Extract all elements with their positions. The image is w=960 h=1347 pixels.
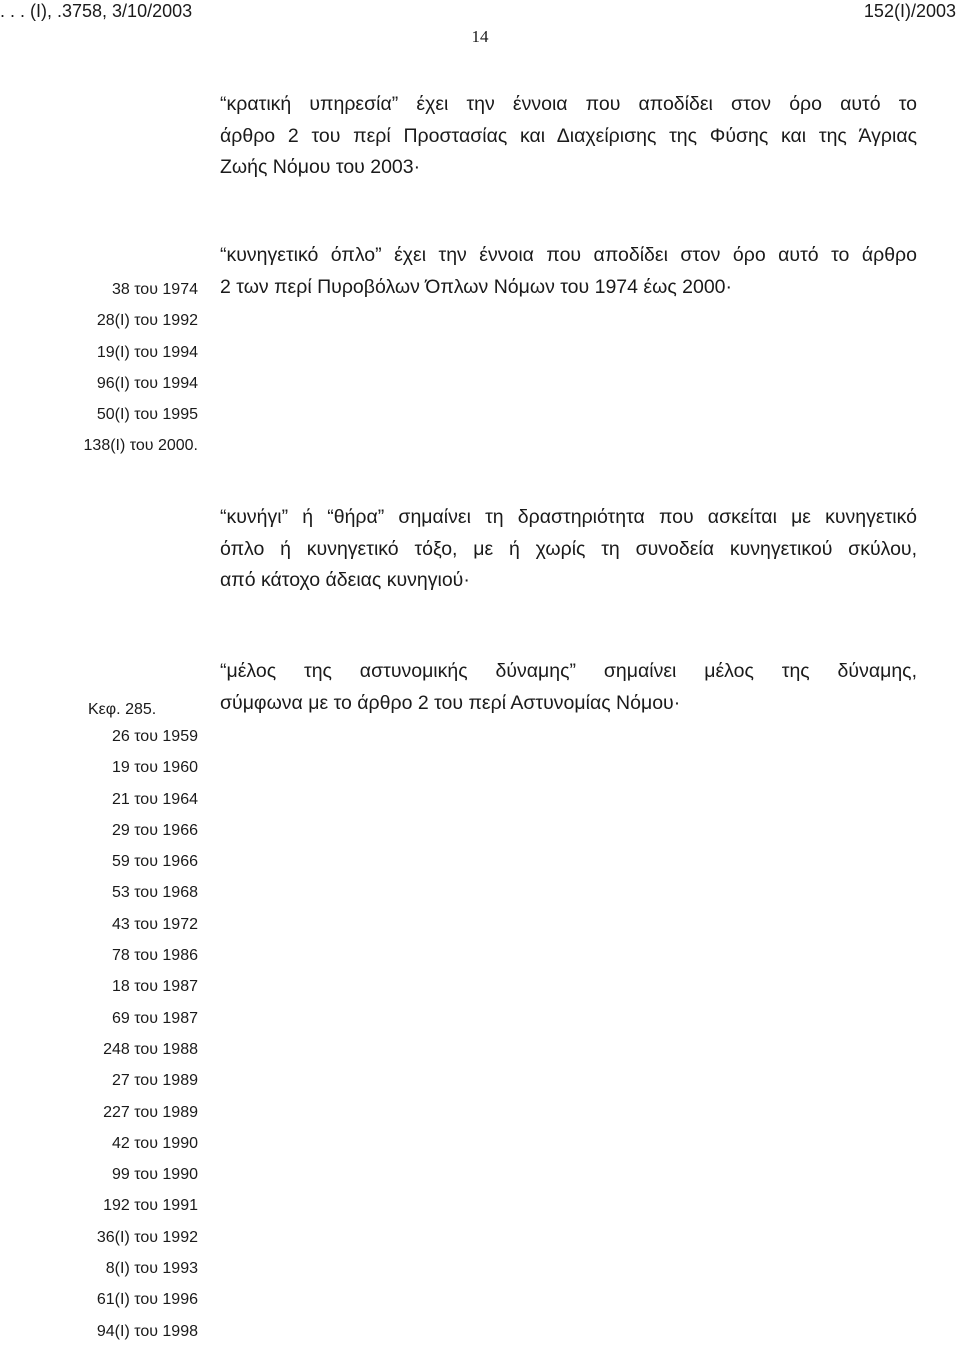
definition-hunting	[220, 502, 917, 597]
margin-ref: 61(Ι) του 1996	[96, 1291, 198, 1309]
margin-ref: 69 του 1987	[111, 1009, 198, 1027]
definition-line: “κρατική υπηρεσία” έχει την έννοια που αποδίδει στον όρο αυτό το	[220, 93, 917, 115]
margin-ref: 26 του 1959	[111, 728, 198, 745]
margin-ref: 59 του 1966	[111, 853, 198, 871]
margin-ref: 192 του 1991	[103, 1197, 198, 1215]
margin-refs-police	[97, 721, 198, 1347]
margin-ref: 78 του 1986	[111, 947, 198, 965]
margin-ref-chapter: Κεφ. 285.	[88, 701, 157, 718]
definition-line: όπλο ή κυνηγετικό τόξο, με ή χωρίς τη συνοδεία κυνηγετικού σκύλου,	[220, 537, 917, 560]
margin-ref: 29 του 1966	[111, 821, 198, 839]
definition-line: άρθρο 2 του περί Προστασίας και Διαχείρισης της Φύσης και της Άγριας	[220, 124, 917, 147]
margin-ref: 99 του 1990	[111, 1166, 198, 1184]
margin-ref: 28(Ι) του 1992	[96, 312, 198, 330]
definition-hunting-weapon	[220, 240, 917, 303]
margin-ref: 53 του 1968	[111, 884, 198, 902]
definition-line: “κυνηγετικό όπλο” έχει την έννοια που αποδίδει στον όρο αυτό το άρθρο	[220, 244, 917, 266]
definition-line: από κάτοχο άδειας κυνηγιού·	[220, 569, 470, 591]
header-law-number: 152(Ι)/2003	[863, 1, 956, 21]
definition-line: “κυνήγι” ή “θήρα” σημαίνει τη δραστηριότητα που ασκείται με κυνηγετικό	[220, 506, 917, 528]
margin-ref: 248 του 1988	[103, 1040, 198, 1058]
page-number: 14	[471, 27, 489, 46]
margin-ref: 227 του 1989	[103, 1103, 198, 1121]
margin-ref: 18 του 1987	[111, 978, 198, 996]
margin-ref: 38 του 1974	[111, 281, 198, 298]
margin-ref: 8(Ι) του 1993	[105, 1260, 198, 1278]
margin-refs-firearms	[84, 274, 198, 462]
margin-ref: 19(Ι) του 1994	[96, 343, 198, 361]
definition-state-service	[220, 89, 917, 184]
margin-ref: 43 του 1972	[111, 915, 198, 933]
margin-ref: 27 του 1989	[111, 1072, 198, 1090]
margin-ref: 96(Ι) του 1994	[96, 374, 198, 392]
margin-ref: 36(Ι) του 1992	[96, 1228, 198, 1246]
margin-ref: 94(Ι) του 1998	[96, 1322, 198, 1340]
definition-line: Ζωής Νόμου του 2003·	[220, 156, 421, 178]
margin-ref: 42 του 1990	[111, 1134, 198, 1152]
margin-ref: 50(Ι) του 1995	[96, 406, 198, 424]
header-citation: . . . (Ι), .3758, 3/10/2003	[0, 1, 193, 21]
margin-ref: 138(Ι) του 2000.	[83, 437, 198, 455]
definition-line: 2 των περί Πυροβόλων Όπλων Νόμων του 1974 έως 2000·	[220, 275, 733, 298]
margin-ref: 19 του 1960	[111, 759, 198, 777]
definition-line: “μέλος της αστυνομικής δύναμης” σημαίνει μέλος της δύναμης,	[220, 660, 917, 682]
margin-ref: 21 του 1964	[111, 790, 198, 808]
definition-line: σύμφωνα με το άρθρο 2 του περί Αστυνομίας Νόμου·	[220, 691, 681, 714]
definition-police-member	[220, 656, 917, 719]
